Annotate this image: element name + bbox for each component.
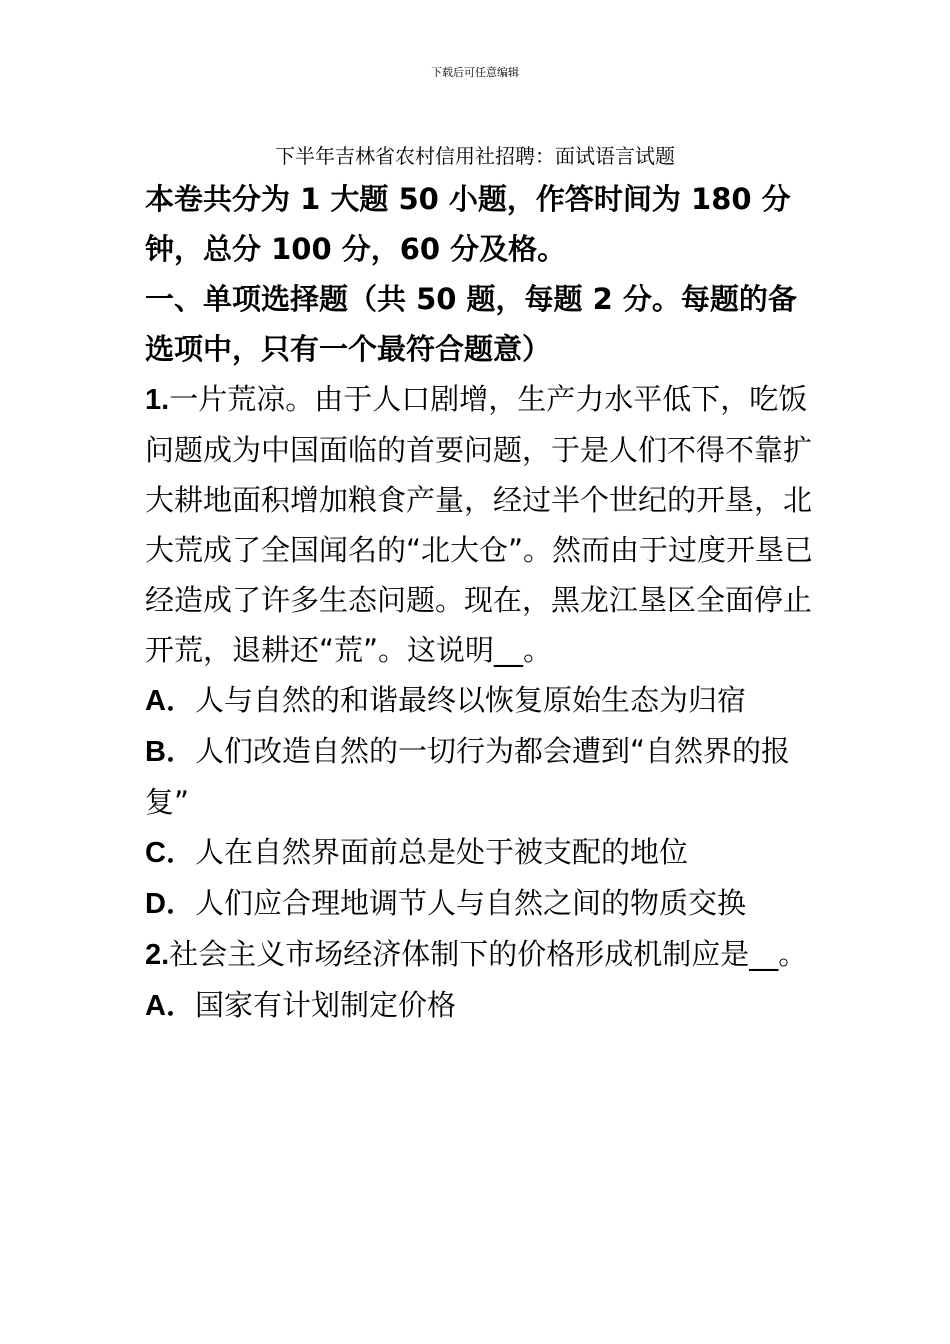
header-note: 下载后可任意编辑 xyxy=(431,66,519,79)
question-2 xyxy=(145,929,817,980)
question-1-option-d xyxy=(145,878,817,929)
question-1-option-b xyxy=(145,726,817,827)
option-letter: A． xyxy=(145,685,195,717)
option-letter: C． xyxy=(145,837,195,869)
question-number: 2. xyxy=(145,939,170,971)
question-stem: 社会主义市场经济体制下的价格形成机制应是__。 xyxy=(169,937,808,971)
document-title: 下半年吉林省农村信用社招聘：面试语言试题 xyxy=(275,144,675,168)
option-letter: B． xyxy=(145,736,195,768)
option-text: 人在自然界面前总是处于被支配的地位 xyxy=(194,835,688,869)
question-stem: 一片荒凉。由于人口剧增，生产力水平低下，吃饭问题成为中国面临的首要问题，于是人们不得不靠扩大耕地面积增加粮食产量，经过半个世纪的开垦，北大荒成了全国闻名的“北大仓”。然而由于过度开垦已经造成了许多生态问题。现在，黑龙江垦区全面停止开荒，退耕还“荒”。这说明__。 xyxy=(145,382,814,667)
option-text: 人们应合理地调节人与自然之间的物质交换 xyxy=(194,886,746,920)
question-number: 1. xyxy=(145,384,170,416)
question-1-option-a xyxy=(145,675,817,726)
option-letter: D． xyxy=(145,888,195,920)
question-1 xyxy=(145,374,817,675)
question-1-option-c xyxy=(145,827,817,878)
exam-intro: 本卷共分为 1 大题 50 小题，作答时间为 180 分钟，总分 100 分，60 分及格。 xyxy=(145,182,791,266)
option-text: 人与自然的和谐最终以恢复原始生态为归宿 xyxy=(194,683,746,717)
document-body xyxy=(145,174,817,1031)
option-text: 国家有计划制定价格 xyxy=(194,988,456,1022)
option-text: 人们改造自然的一切行为都会遭到“自然界的报复” xyxy=(145,734,790,819)
section-heading: 一、单项选择题（共 50 题，每题 2 分。每题的备选项中，只有一个最符合题意） xyxy=(145,282,797,366)
question-2-option-a xyxy=(145,980,817,1031)
option-letter: A． xyxy=(145,990,195,1022)
